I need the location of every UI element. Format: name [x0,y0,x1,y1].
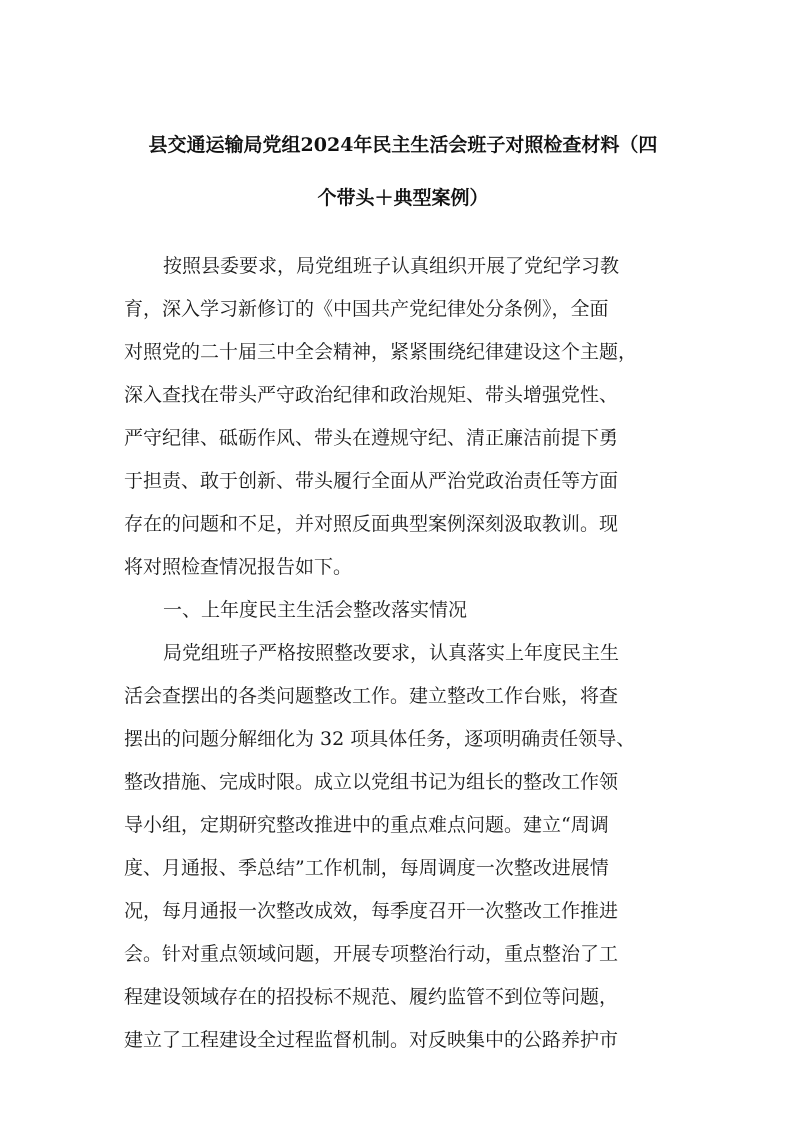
paragraph-1-line-2: 育，深入学习新修订的《中国共产党纪律处分条例》，全面 [124,298,609,320]
paragraph-1-line-7: 存在的问题和不足，并对照反面典型案例深刻汲取教训。现 [124,513,619,535]
paragraph-2-line-3: 摆出的问题分解细化为 32 项具体任务，逐项明确责任领导、 [124,728,636,750]
paragraph-2-line-2: 活会查摆出的各类问题整改工作。建立整改工作台账，将查 [124,685,619,707]
paragraph-1-line-3: 对照党的二十届三中全会精神，紧紧围绕纪律建设这个主题， [124,341,638,363]
paragraph-2-line-8: 会。针对重点领域问题，开展专项整治行动，重点整治了工 [124,943,619,965]
paragraph-1-line-5: 严守纪律、砥砺作风、带头在遵规守纪、清正廉洁前提下勇 [124,427,619,449]
paragraph-2-line-1: 局党组班子严格按照整改要求，认真落实上年度民主生 [163,642,620,664]
paragraph-2-line-10: 建立了工程建设全过程监督机制。对反映集中的公路养护市 [124,1029,619,1051]
paragraph-2-line-9: 程建设领域存在的招投标不规范、履约监管不到位等问题， [124,986,619,1008]
paragraph-2-line-7: 况，每月通报一次整改成效，每季度召开一次整改工作推进 [124,900,619,922]
document-title-line-2: 个带头＋典型案例） [317,187,489,209]
paragraph-2-line-4: 整改措施、完成时限。成立以党组书记为组长的整改工作领 [124,771,619,793]
paragraph-1-line-1: 按照县委要求，局党组班子认真组织开展了党纪学习教 [163,255,620,277]
paragraph-1-line-8: 将对照检查情况报告如下。 [124,556,353,578]
paragraph-2-line-6: 度、月通报、季总结”工作机制，每周调度一次整改进展情 [124,857,609,879]
paragraph-1-line-6: 于担责、敢于创新、带头履行全面从严治党政治责任等方面 [124,470,619,492]
document-title-line-1: 县交通运输局党组2024年民主生活会班子对照检查材料（四 [148,134,658,156]
paragraph-2-line-5: 导小组，定期研究整改推进中的重点难点问题。建立“周调 [124,814,609,836]
section-1-heading: 一、上年度民主生活会整改落实情况 [163,599,468,621]
paragraph-1-line-4: 深入查找在带头严守政治纪律和政治规矩、带头增强党性、 [124,384,619,406]
